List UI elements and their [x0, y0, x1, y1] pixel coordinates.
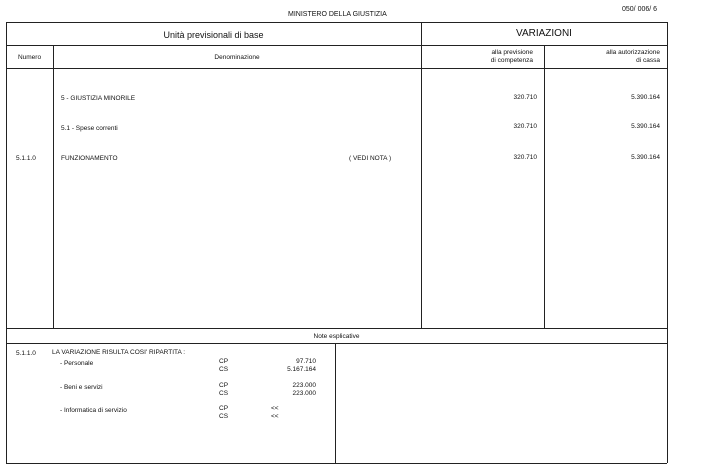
notes-title: Note esplicative — [313, 333, 360, 340]
notes-cp-value: 97.710 — [296, 358, 316, 365]
group-header-divider — [6, 45, 667, 46]
row-denominazione: 5.1 - Spese correnti — [61, 125, 118, 132]
row-denominazione: 5 - GIUSTIZIA MINORILE — [61, 95, 136, 102]
notes-title-divider — [6, 343, 667, 344]
table-left-border — [6, 22, 7, 463]
notes-cp-value: 223.000 — [292, 382, 316, 389]
page-code: 050/ 006/ 6 — [622, 6, 658, 13]
row-competenza: 320.710 — [513, 123, 537, 130]
group-header-variazioni: VARIAZIONI — [516, 28, 572, 39]
row-cassa: 5.390.164 — [631, 154, 660, 161]
notes-heading: LA VARIAZIONE RISULTA COSI' RIPARTITA : — [52, 349, 186, 356]
column-header-cassa-line2: di cassa — [636, 57, 660, 64]
table-right-border — [667, 22, 668, 463]
column-header-cassa-line1: alla autorizzazione — [606, 49, 660, 56]
notes-cs-label: CS — [219, 390, 229, 397]
notes-item-label: - Informatica di servizio — [60, 407, 127, 414]
notes-column-divider — [335, 343, 336, 463]
row-cassa: 5.390.164 — [631, 123, 660, 130]
variazioni-group-divider — [421, 22, 422, 328]
row-nota-reference: ( VEDI NOTA ) — [349, 155, 392, 162]
column-header-numero: Numero — [17, 54, 42, 61]
notes-cs-label: CS — [219, 366, 229, 373]
row-cassa: 5.390.164 — [631, 94, 660, 101]
notes-cs-label: CS — [219, 413, 229, 420]
row-competenza: 320.710 — [513, 154, 537, 161]
group-header-unita: Unità previsionali di base — [163, 30, 264, 40]
notes-item-label: - Beni e servizi — [60, 384, 103, 391]
column-header-competenza-line2: di competenza — [490, 57, 533, 64]
table-top-border — [6, 22, 667, 23]
row-numero: 5.1.1.0 — [16, 155, 36, 162]
column-header-competenza-line1: alla previsione — [491, 49, 533, 56]
column-header-divider — [6, 68, 667, 69]
ministry-title: MINISTERO DELLA GIUSTIZIA — [288, 11, 387, 18]
notes-numero: 5.1.1.0 — [16, 350, 36, 357]
notes-cs-value: 223.000 — [292, 390, 316, 397]
numero-column-divider — [53, 45, 54, 328]
notes-cp-label: CP — [219, 405, 229, 412]
notes-item-label: - Personale — [60, 360, 94, 367]
notes-cs-value: 5.167.164 — [287, 366, 316, 373]
cassa-column-divider — [544, 45, 545, 328]
row-denominazione: FUNZIONAMENTO — [61, 155, 118, 162]
notes-cp-label: CP — [219, 358, 229, 365]
notes-cp-label: CP — [219, 382, 229, 389]
table-body-bottom — [6, 328, 667, 329]
column-header-denominazione: Denominazione — [214, 54, 260, 61]
notes-cp-value: << — [271, 405, 279, 412]
row-competenza: 320.710 — [513, 94, 537, 101]
table-bottom-border — [6, 463, 667, 464]
notes-cs-value: << — [271, 413, 279, 420]
